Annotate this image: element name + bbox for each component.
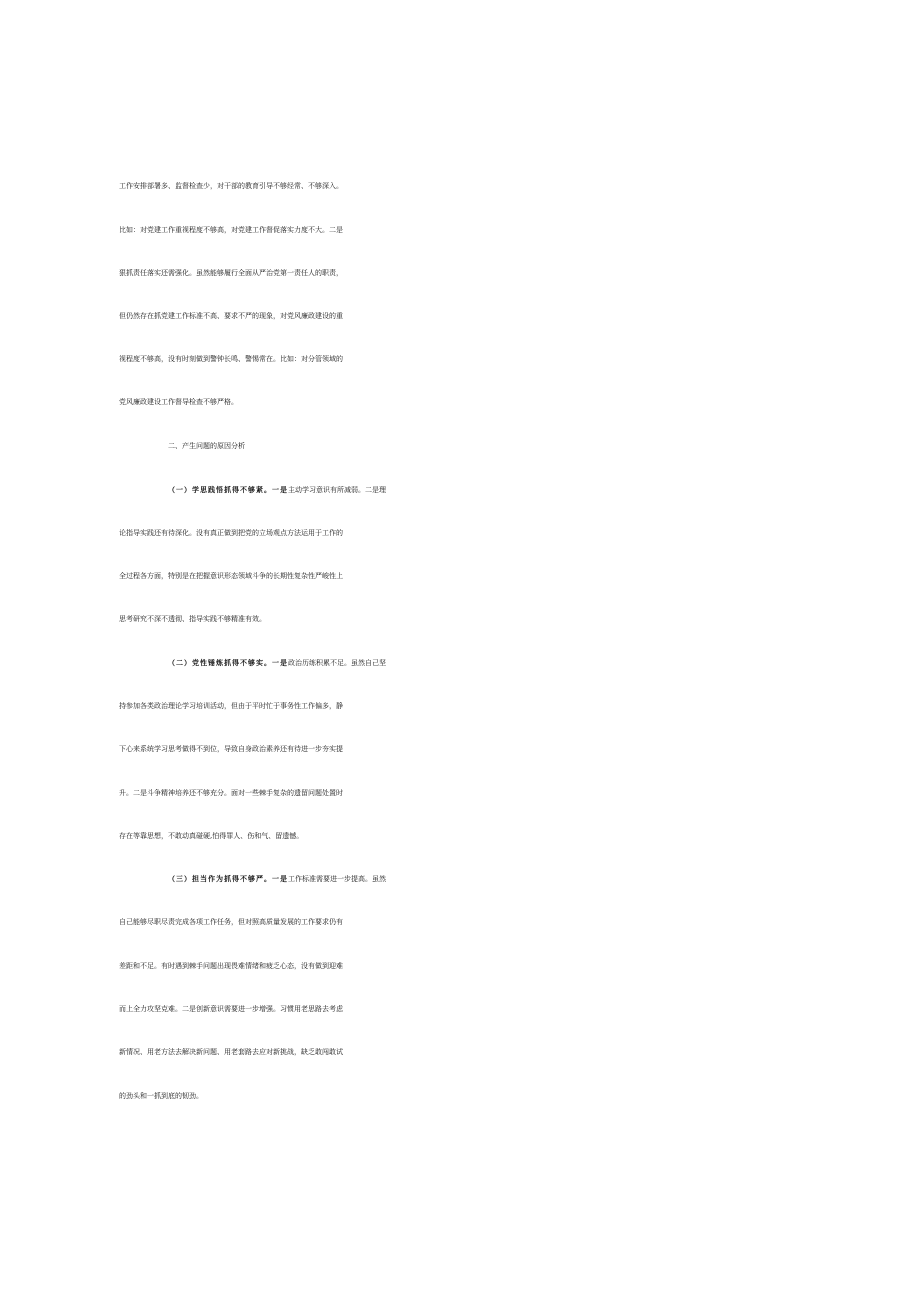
paragraph-line: 差距和不足。有时遇到棘手问题出现畏难情绪和疲乏心态，没有做到迎难 [119,962,343,970]
item-2-heading: （二）党性锤炼抓得不够实。 [168,659,272,667]
item-2-marker: 一是 [272,659,288,667]
item-2-first-line [0,648,920,678]
paragraph-line: 全过程各方面，特别是在把握意识形态领域斗争的长期性复杂性严峻性上 [119,572,343,580]
item-3-heading: （三）担当作为抓得不够严。 [168,875,272,883]
paragraph-line: 比如：对党建工作重视程度不够高，对党建工作督促落实力度不大。二是 [119,226,343,234]
item-3-first-line [0,864,920,894]
item-3-first-rest: 工作标准需要进一步提高。虽然 [288,875,386,883]
paragraph-line: 思考研究不深不透彻、指导实践不够精准有效。 [119,615,266,623]
paragraph-line: 存在等靠思想，不敢动真碰硬,怕得罪人、伤和气、留遗憾。 [119,832,304,840]
paragraph-line: 升。二是斗争精神培养还不够充分。面对一些棘手复杂的遗留问题处置时 [119,789,343,797]
paragraph-line: 狠抓责任落实还需强化。虽然能够履行全面从严治党第一责任人的职责， [119,269,343,277]
paragraph-line: 的劲头和一抓到底的韧劲。 [119,1092,203,1100]
item-1-first-line [0,475,920,505]
item-1-heading: （一）学思践悟抓得不够紧。 [168,486,272,494]
item-1-first-rest: 主动学习意识有所减弱。二是理 [288,486,386,494]
paragraph-line: 而上全力攻坚克难。二是创新意识需要进一步增强。习惯用老思路去考虑 [119,1005,343,1013]
item-3-marker: 一是 [272,875,288,883]
paragraph-line: 视程度不够高，没有时刻做到警钟长鸣、警惕常在。比如：对分管领域的 [119,355,343,363]
paragraph-line: 持参加各类政治理论学习培训活动，但由于平时忙于事务性工作偏多，静 [119,702,343,710]
paragraph-line: 自己能够尽职尽责完成各项工作任务，但对照高质量发展的工作要求仍有 [119,918,343,926]
paragraph-line: 但仍然存在抓党建工作标准不高、要求不严的现象，对党风廉政建设的重 [119,312,343,320]
item-2-first-rest: 政治历练积累不足。虽然自己坚 [288,659,386,667]
paragraph-line: 工作安排部署多、监督检查少，对干部的教育引导不够经常、不够深入。 [119,182,343,190]
paragraph-line: 下心来系统学习思考做得不到位，导致自身政治素养还有待进一步夯实提 [119,745,343,753]
paragraph-line: 党风廉政建设工作督导检查不够严格。 [119,398,238,406]
paragraph-line: 论指导实践还有待深化。没有真正做到把党的立场观点方法运用于工作的 [119,529,343,537]
paragraph-line: 新情况、用老方法去解决新问题、用老套路去应对新挑战，缺乏敢闯敢试 [119,1048,343,1056]
item-1-marker: 一是 [272,486,288,494]
section-heading: 二、产生问题的原因分析 [168,442,245,450]
